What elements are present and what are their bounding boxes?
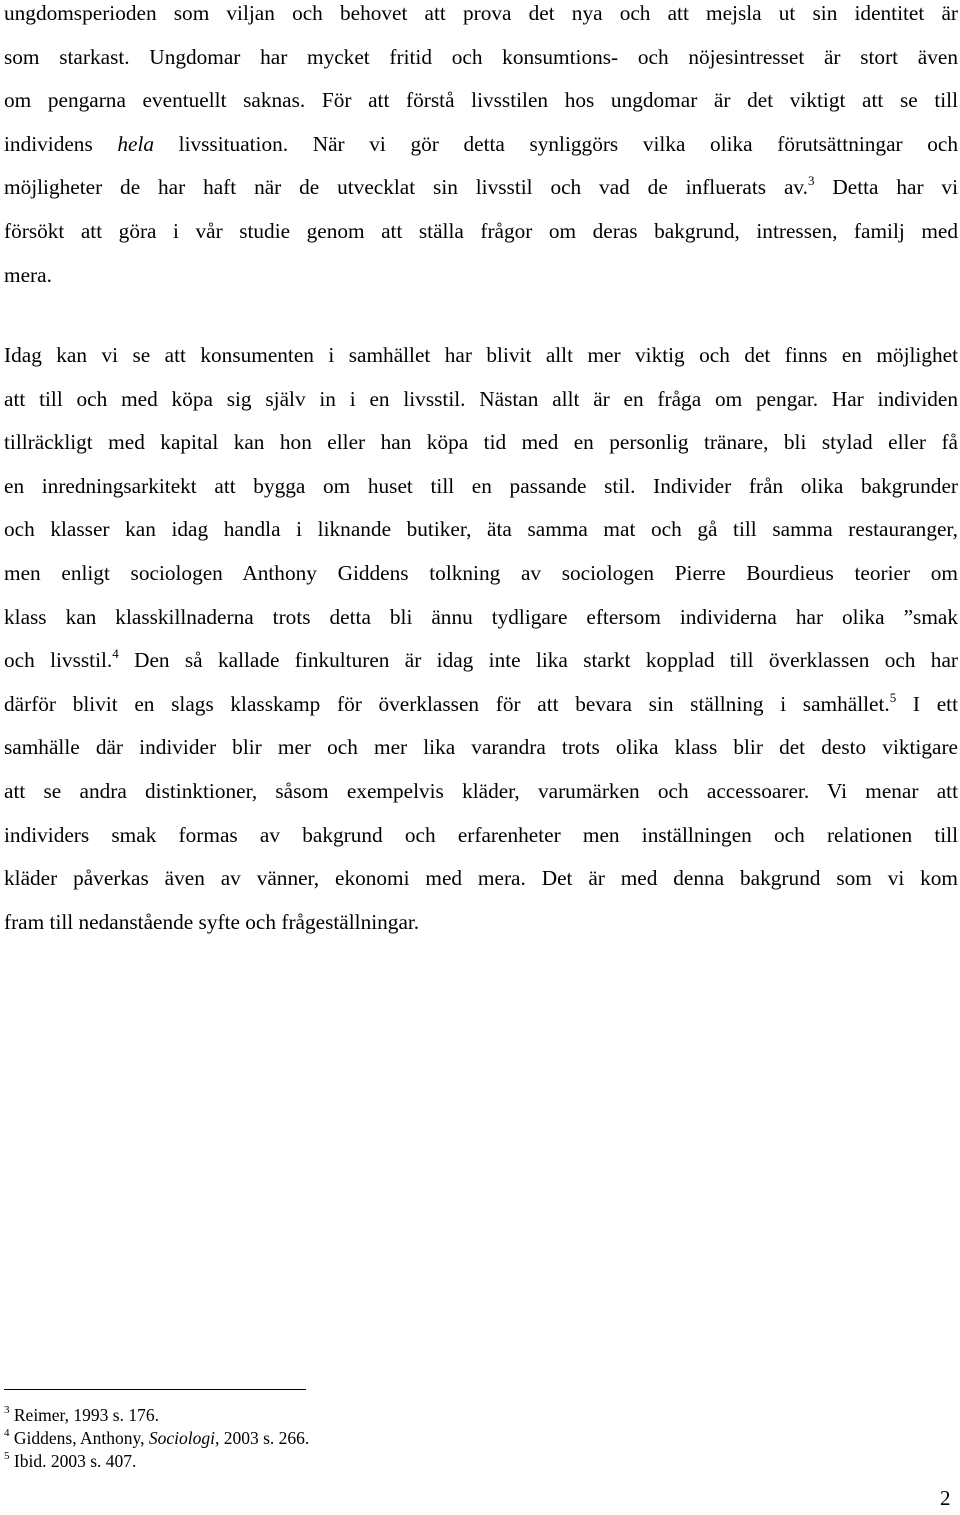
text-run: I ett [896, 691, 958, 716]
body-paragraph [4, 334, 958, 944]
text-line: försökt att göra i vår studie genom att ställa frågor om deras bakgrund, intressen, familj med [4, 218, 958, 243]
text-line: mera. [4, 262, 52, 287]
text-run: Detta har vi [814, 175, 958, 200]
text-line: om pengarna eventuellt saknas. För att förstå livsstilen hos ungdomar är det viktigt att se till [4, 88, 958, 113]
text-line: men enligt sociologen Anthony Giddens tolkning av sociologen Pierre Bourdieus teorier om [4, 560, 958, 585]
text-line: att se andra distinktioner, såsom exempelvis kläder, varumärken och accessoarer. Vi menar att [4, 778, 958, 803]
footnote-title: Sociologi, [148, 1428, 220, 1448]
footnote-separator [4, 1389, 306, 1390]
footnote-reference[interactable]: 5 [889, 689, 897, 705]
text-line: tillräckligt med kapital kan hon eller han köpa tid med en personlig tränare, bli stylad eller få [4, 430, 958, 455]
footnote-reference[interactable]: 4 [112, 646, 119, 662]
page-number: 2 [940, 1486, 951, 1510]
footnote-reference[interactable]: 3 [808, 173, 815, 189]
emphasized-word: hela [117, 131, 155, 156]
footnote-number: 5 [4, 1450, 10, 1463]
text-line: kläder påverkas även av vänner, ekonomi med mera. Det är med denna bakgrund som vi kom [4, 866, 958, 891]
footnote [4, 1427, 309, 1450]
text-line: Idag kan vi se att konsumenten i samhället har blivit allt mer viktig och det finns en möjlighet [4, 343, 958, 367]
text-line: individers smak formas av bakgrund och erfarenheter men inställningen och relationen till [4, 822, 958, 847]
text-run: därför blivit en slags klasskamp för överklassen för att bevara sin ställning i samhället. [4, 691, 890, 716]
footnote-text: Ibid. 2003 s. 407. [13, 1451, 137, 1471]
footnote-text: Reimer, 1993 s. 176. [13, 1405, 159, 1425]
text-run: individens [4, 131, 118, 156]
footnote-number: 3 [4, 1404, 10, 1417]
text-line: en inredningsarkitekt att bygga om huset till en passande stil. Individer från olika bakgrunder [4, 473, 958, 498]
text-line: att till och med köpa sig själv in i en livsstil. Nästan allt är en fråga om pengar. Har individen [4, 386, 958, 411]
body-paragraph [4, 0, 958, 297]
text-run: Den så kallade finkulturen är idag inte lika starkt kopplad till överklassen och har [118, 648, 958, 673]
text-run: möjligheter de har haft när de utvecklat sin livsstil och vad de influerats av. [4, 175, 808, 200]
text-line: och klasser kan idag handla i liknande butiker, äta samma mat och gå till samma restauranger, [4, 517, 958, 542]
footnote-number: 4 [4, 1427, 10, 1440]
text-run: och livsstil. [4, 648, 113, 673]
text-line: fram till nedanstående syfte och frågeställningar. [4, 909, 420, 934]
text-run: livssituation. När vi gör detta synliggörs vilka olika förutsättningar och [154, 131, 958, 156]
footnote-text: 2003 s. 266. [219, 1428, 310, 1448]
text-line: klass kan klasskillnaderna trots detta bli ännu tydligare eftersom individerna har olika ”smak [4, 604, 958, 629]
text-line [4, 683, 958, 727]
text-line: samhälle där individer blir mer och mer lika varandra trots olika klass blir det desto viktigare [4, 735, 958, 760]
footnote-text: Giddens, Anthony, [13, 1428, 149, 1448]
footnotes [4, 1404, 309, 1473]
text-line: ungdomsperioden som viljan och behovet att prova det nya och att mejsla ut sin identitet är [4, 1, 958, 25]
text-line [4, 639, 958, 683]
text-line [4, 166, 958, 210]
text-line: som starkast. Ungdomar har mycket fritid och konsumtions- och nöjesintresset är stort även [4, 44, 958, 69]
footnote [4, 1450, 309, 1473]
text-line [4, 123, 958, 167]
footnote [4, 1404, 309, 1427]
